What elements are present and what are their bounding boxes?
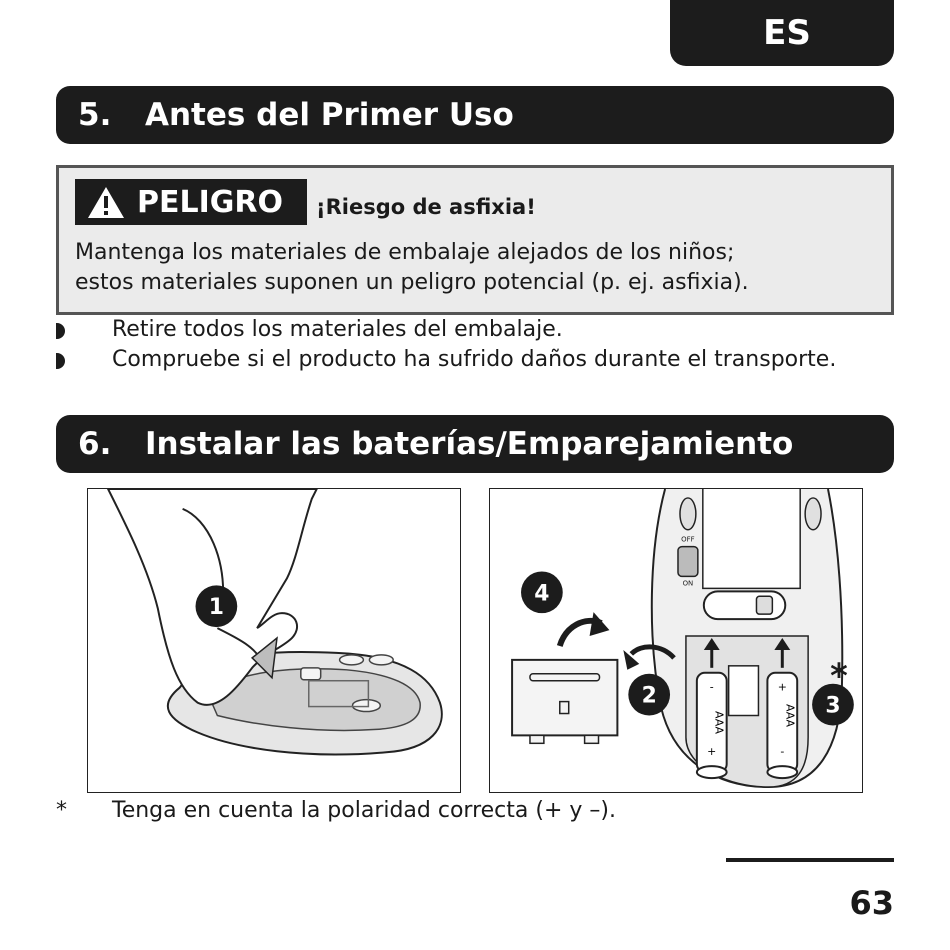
risk-text: ¡Riesgo de asfixia! <box>316 195 536 219</box>
footnote-text: Tenga en cuenta la polaridad correcta (+ y –). <box>112 798 616 823</box>
battery-installation-illustration <box>490 489 862 792</box>
figure-open-cover <box>87 488 461 793</box>
battery-left-minus: - <box>709 680 714 694</box>
footer-rule <box>726 858 894 862</box>
battery-left-plus: + <box>707 745 717 759</box>
section-5-number: 5. <box>78 97 112 133</box>
section-6-title: Instalar las baterías/Emparejamiento <box>145 426 794 462</box>
battery-left-label: AAA <box>712 710 726 734</box>
hand-opening-cover-illustration <box>88 489 460 792</box>
section-6-header <box>56 415 894 473</box>
section-5-header <box>56 86 894 144</box>
polarity-footnote <box>56 796 616 826</box>
footnote-marker: * <box>56 798 67 823</box>
switch-off-label: OFF <box>681 535 695 544</box>
danger-signal-word: PELIGRO <box>137 184 283 220</box>
list-item <box>56 345 876 375</box>
bullet-icon <box>56 353 65 369</box>
figure-insert-batteries <box>489 488 863 793</box>
battery-right <box>767 673 797 778</box>
section-5-title: Antes del Primer Uso <box>145 97 514 133</box>
warning-body-line-1: Mantenga los materiales de embalaje alejados de los niños; <box>75 240 735 265</box>
page-number: 63 <box>849 884 894 922</box>
list-item-text: Retire todos los materiales del embalaje. <box>112 317 563 342</box>
warning-triangle-icon <box>87 186 125 219</box>
warning-body <box>75 238 875 298</box>
battery-left <box>697 673 727 778</box>
switch-on-label: ON <box>682 579 694 588</box>
step-2-label: 2 <box>641 683 657 709</box>
step-4-label: 4 <box>534 581 550 607</box>
danger-tag <box>75 179 307 225</box>
danger-warning-box <box>56 165 894 315</box>
battery-right-plus: + <box>777 680 787 694</box>
battery-cover-detached <box>512 660 617 743</box>
list-item <box>56 315 876 345</box>
step-3-label: 3 <box>825 693 841 719</box>
instruction-list <box>56 315 876 375</box>
section-6-number: 6. <box>78 426 112 462</box>
step-1-label: 1 <box>208 595 224 621</box>
battery-right-label: AAA <box>783 704 797 728</box>
list-item-text: Compruebe si el producto ha sufrido daños durante el transporte. <box>112 347 837 372</box>
asterisk-marker: * <box>830 656 848 696</box>
language-tab: ES <box>670 0 894 66</box>
warning-body-line-2: estos materiales suponen un peligro potencial (p. ej. asfixia). <box>75 270 749 295</box>
battery-right-minus: - <box>780 745 785 759</box>
bullet-icon <box>56 323 65 339</box>
